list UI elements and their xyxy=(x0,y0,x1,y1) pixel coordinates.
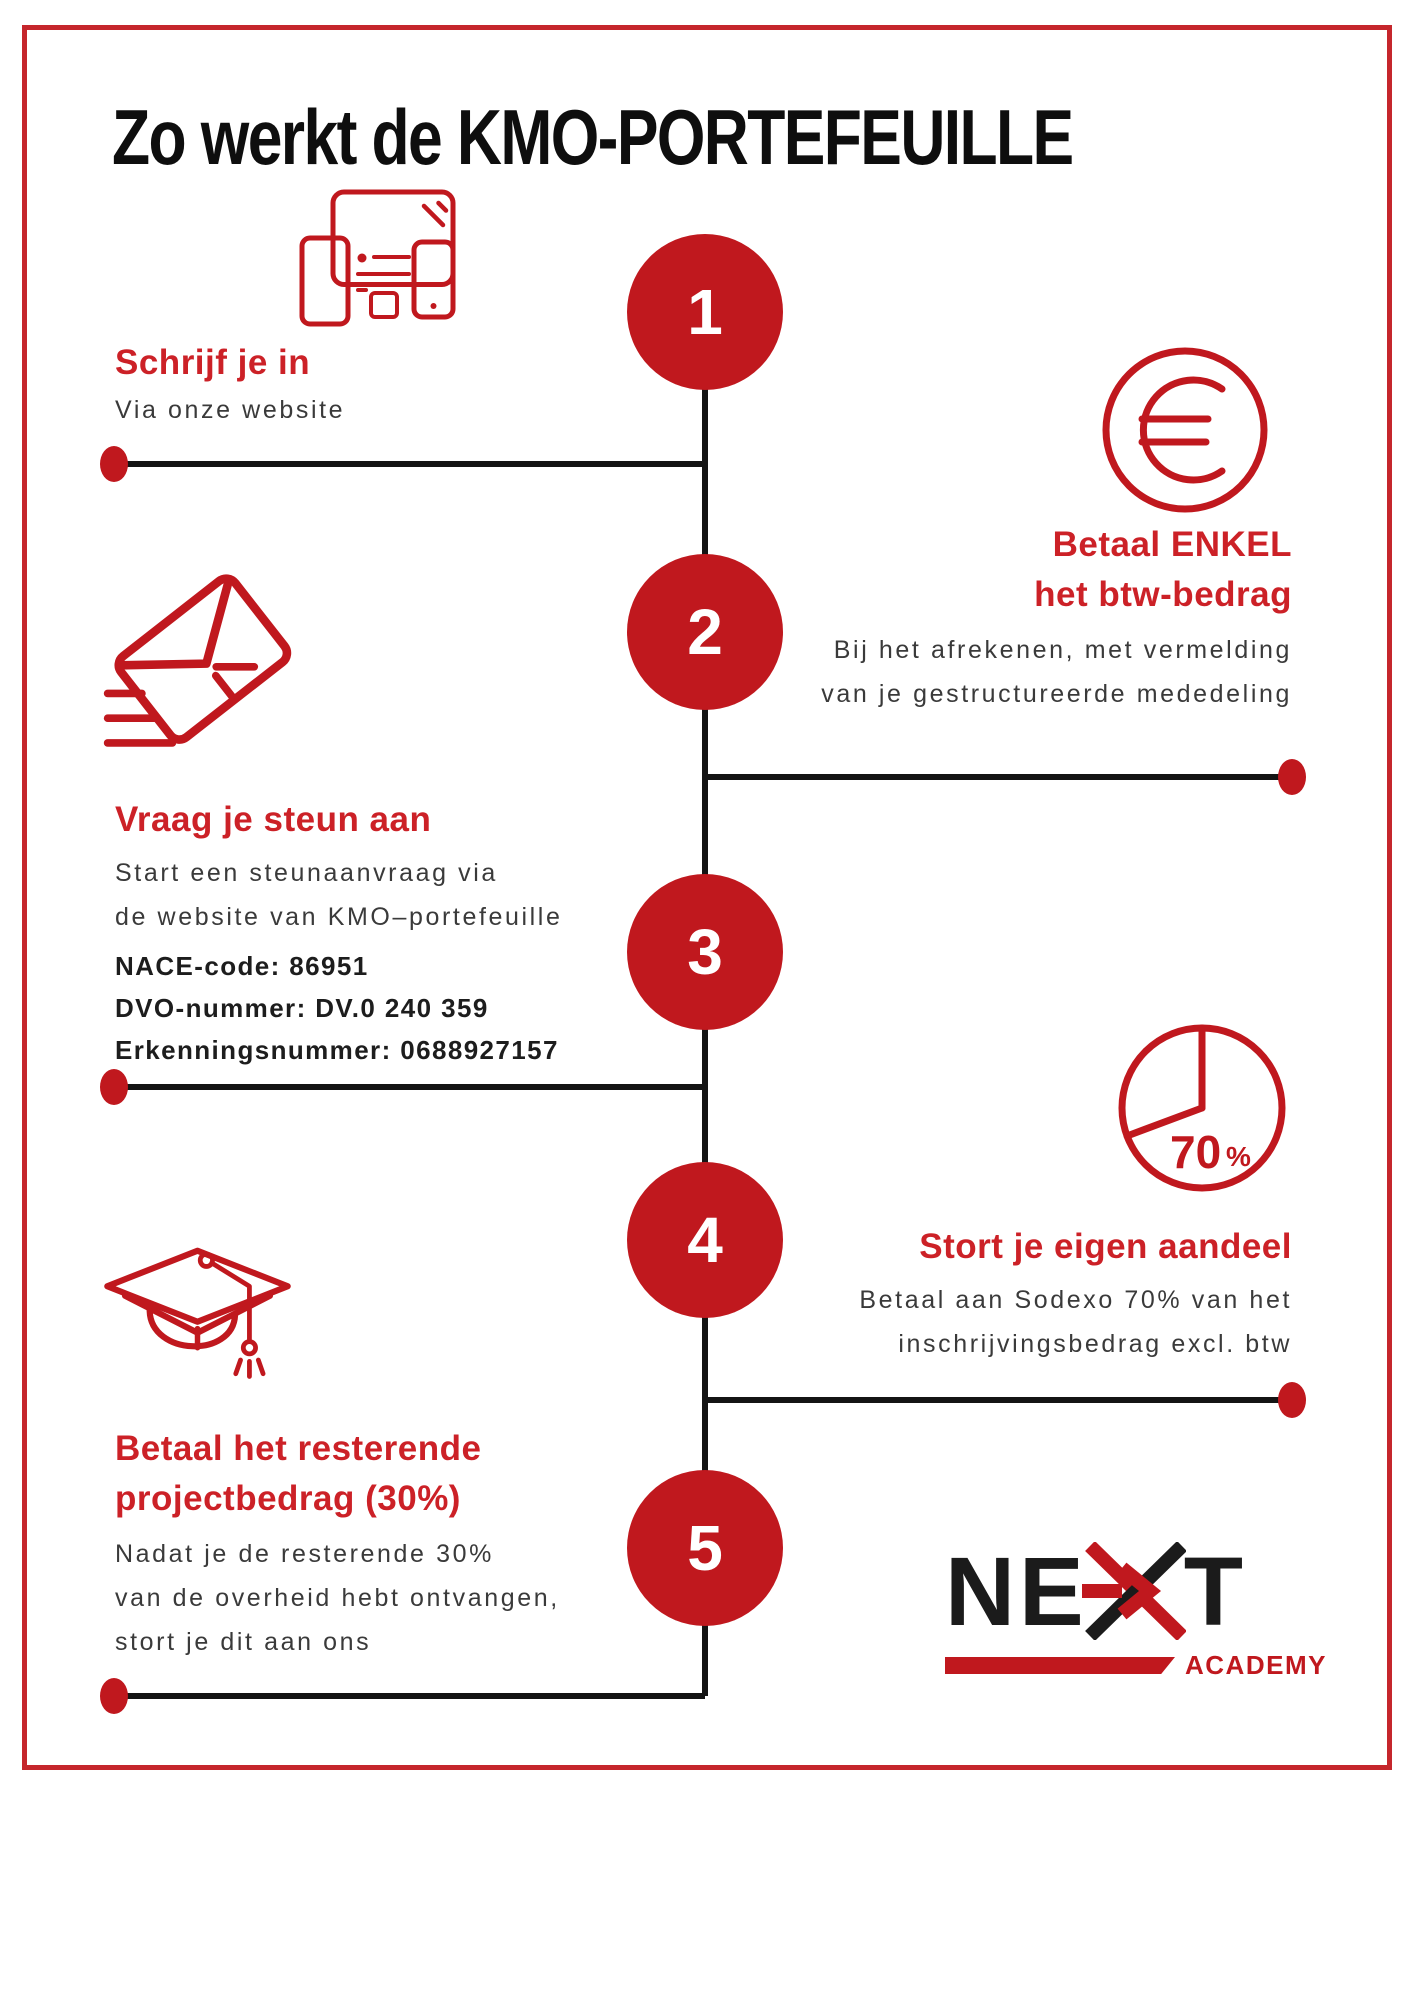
step-3-number-badge xyxy=(627,874,783,1030)
step-5-line: Nadat je de resterende 30% xyxy=(115,1540,494,1568)
timeline-endpoint-dot-3 xyxy=(100,1069,128,1105)
step-4-title: Stort je eigen aandeel xyxy=(919,1227,1292,1266)
step-3-text-block xyxy=(115,795,562,1071)
logo-academy-label: ACADEMY xyxy=(1185,1650,1327,1680)
envelope-icon xyxy=(100,555,300,770)
devices-icon xyxy=(298,188,458,328)
logo-red-bar xyxy=(945,1657,1175,1674)
next-academy-logo xyxy=(945,1536,1327,1681)
step-1-text-block xyxy=(115,338,345,432)
step-2-line: Bij het afrekenen, met vermelding xyxy=(833,636,1292,664)
logo-wordmark xyxy=(945,1536,1327,1646)
step-3-line: de website van KMO–portefeuille xyxy=(115,903,563,931)
step-5-title: Betaal het resterende xyxy=(115,1429,482,1468)
pie-chart-icon xyxy=(1114,1020,1290,1196)
step-4-number-badge xyxy=(627,1162,783,1318)
step-1-title: Schrijf je in xyxy=(115,343,311,382)
step-1-number-badge xyxy=(627,234,783,390)
pie-percent-sign: % xyxy=(1226,1141,1251,1172)
step-5-text-block xyxy=(115,1424,560,1664)
timeline-branch-4 xyxy=(705,1397,1293,1403)
step-3-nace-code: NACE-code: 86951 xyxy=(115,951,369,981)
step-4-line: inschrijvingsbedrag excl. btw xyxy=(898,1330,1292,1358)
logo-text-ne: NE xyxy=(945,1536,1088,1646)
step-5-number: 5 xyxy=(687,1512,723,1584)
step-3-recognition-number: Erkenningsnummer: 0688927157 xyxy=(115,1035,559,1065)
step-5-title-line-2: projectbedrag (30%) xyxy=(115,1479,461,1518)
step-5-line: van de overheid hebt ontvangen, xyxy=(115,1584,560,1612)
timeline-branch-5 xyxy=(115,1693,705,1699)
timeline-branch-3 xyxy=(115,1084,705,1090)
step-2-text-block xyxy=(821,520,1292,716)
timeline-endpoint-dot-2 xyxy=(1278,759,1306,795)
step-3-title: Vraag je steun aan xyxy=(115,800,432,839)
timeline-endpoint-dot-1 xyxy=(100,446,128,482)
page-title: Zo werkt de KMO-PORTEFEUILLE xyxy=(112,93,1073,181)
step-3-dvo-number: DVO-nummer: DV.0 240 359 xyxy=(115,993,489,1023)
logo-arrow-x-icon xyxy=(1082,1542,1186,1640)
step-5-line: stort je dit aan ons xyxy=(115,1628,372,1656)
logo-text-t: T xyxy=(1183,1536,1248,1646)
step-2-number-badge xyxy=(627,554,783,710)
step-1-number: 1 xyxy=(687,276,723,348)
step-3-number: 3 xyxy=(687,916,723,988)
pie-percent-value: 70 xyxy=(1170,1126,1222,1178)
timeline-branch-1 xyxy=(115,461,705,467)
timeline-endpoint-dot-4 xyxy=(1278,1382,1306,1418)
step-1-line: Via onze website xyxy=(115,396,346,424)
graduation-cap-icon xyxy=(95,1222,300,1412)
timeline-endpoint-dot-5 xyxy=(100,1678,128,1714)
step-5-number-badge xyxy=(627,1470,783,1626)
step-3-line: Start een steunaanvraag via xyxy=(115,859,498,887)
step-4-text-block xyxy=(859,1222,1292,1366)
step-2-line: van je gestructureerde mededeling xyxy=(821,680,1292,708)
step-4-number: 4 xyxy=(687,1204,723,1276)
euro-coin-icon xyxy=(1100,345,1270,515)
step-4-line: Betaal aan Sodexo 70% van het xyxy=(859,1286,1292,1314)
timeline-branch-2 xyxy=(705,774,1293,780)
step-2-number: 2 xyxy=(687,596,723,668)
logo-bar-row xyxy=(945,1650,1327,1681)
step-2-title-line-2: het btw-bedrag xyxy=(1034,575,1292,614)
step-2-title: Betaal ENKEL xyxy=(1052,525,1292,564)
